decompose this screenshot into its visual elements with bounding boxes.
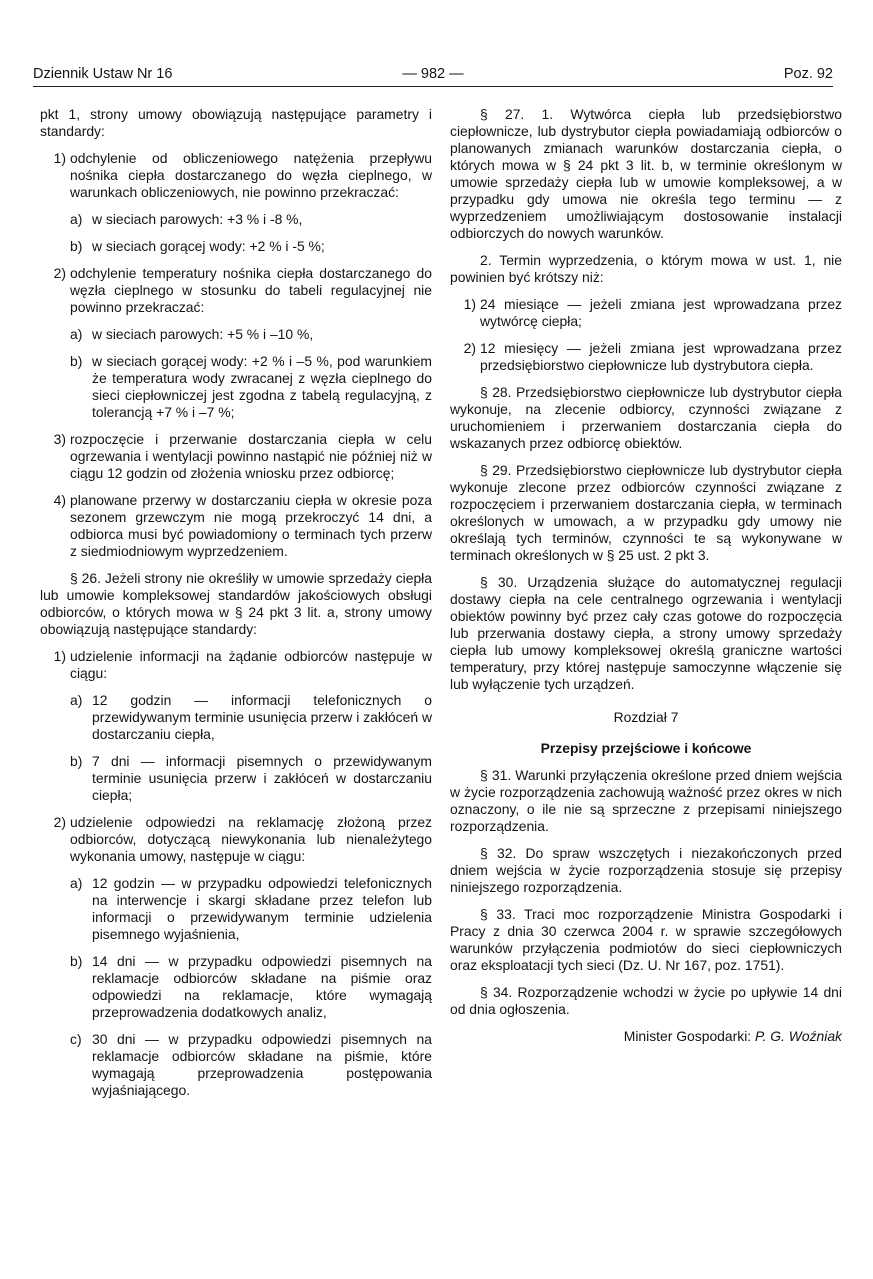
item-number: 4) [53, 492, 66, 508]
subitem-letter: b) [70, 238, 83, 254]
signature-role: Minister Gospodarki: [623, 1028, 752, 1044]
subitem-letter: a) [70, 326, 83, 342]
item-number: 2) [53, 265, 66, 281]
list-item [40, 492, 432, 560]
section-27: § 27. 1. Wytwórca ciepła lub przedsiębiorstwo ciepłownicze, lub dystrybutor ciepła powiadamiają odbiorców o planowanych zmianach warunków dostarczania ciepła, o których mowa w § 24 pkt 3 lit. b, w terminie określonym w umowie sprzedaży ciepła lub w umowie kompleksowej, a w przypadku gdy umowa nie określa tego terminu — z wyprzedzeniem umożliwiającym dostosowanie instalacji odbiorczych do nowych warunków. [450, 106, 842, 241]
subitem-text: 12 godzin — w przypadku odpowiedzi telefonicznych na interwencje i skargi składane przez telefon lub informacji o przewidywanym terminie udzielenia pisemnego wyjaśnienia, [92, 875, 432, 942]
list-subitem [40, 1031, 432, 1099]
page-header [33, 66, 833, 87]
item-number: 1) [463, 296, 476, 312]
item-number: 2) [53, 814, 66, 830]
subitem-text: w sieciach gorącej wody: +2 % i –5 %, pod warunkiem że temperatura wody zwracanej z węzła cieplnego do sieci ciepłowniczej jest zgodna z tabelą regulacyjną, z tolerancją +7 % i –7 %; [92, 353, 432, 420]
list-item [40, 814, 432, 865]
section-30: § 30. Urządzenia służące do automatycznej regulacji dostawy ciepła na cele centralnego ogrzewania i wentylacji obiektów powinny być przez cały czas gotowe do rozpoczęcia lub przerwania dostawy ciepła, a strony umowy sprzedaży ciepła lub umowy kompleksowej określą graniczne wartości temperatury, przy której następuje samoczynne włączenie się lub wyłączenie tych urządzeń. [450, 574, 842, 692]
left-column [40, 106, 432, 1109]
item-text: 24 miesiące — jeżeli zmiana jest wprowadzana przez wytwórcę ciepła; [480, 296, 842, 329]
subitem-letter: b) [70, 953, 83, 969]
subitem-letter: b) [70, 753, 83, 769]
list-subitem [40, 953, 432, 1021]
subitem-letter: b) [70, 353, 83, 369]
list-item [40, 431, 432, 482]
subitem-letter: a) [70, 875, 83, 891]
item-text: udzielenie odpowiedzi na reklamację złożoną przez odbiorców, dotyczącą niewykonania lub nienależytego wykonania umowy, następuje w ciągu: [70, 814, 432, 864]
signature [450, 1028, 842, 1045]
list-subitem [40, 326, 432, 343]
section-34: § 34. Rozporządzenie wchodzi w życie po upływie 14 dni od dnia ogłoszenia. [450, 984, 842, 1017]
section-32: § 32. Do spraw wszczętych i niezakończonych przed dniem wejścia w życie rozporządzenia stosuje się przepisy niniejszego rozporządzenia. [450, 845, 842, 895]
subitem-text: w sieciach parowych: +3 % i -8 %, [92, 211, 303, 227]
list-item [40, 648, 432, 682]
list-subitem [40, 692, 432, 743]
item-text: 12 miesięcy — jeżeli zmiana jest wprowadzana przez przedsiębiorstwo ciepłownicze lub dystrybutora ciepła. [480, 340, 842, 373]
item-text: odchylenie temperatury nośnika ciepła dostarczanego do węzła cieplnego w stosunku do tabeli regulacyjnej nie powinno przekraczać: [70, 265, 432, 315]
list-subitem [40, 238, 432, 255]
subitem-text: w sieciach gorącej wody: +2 % i -5 %; [92, 238, 325, 254]
list-subitem [40, 753, 432, 804]
section-33: § 33. Traci moc rozporządzenie Ministra Gospodarki i Pracy z dnia 30 czerwca 2004 r. w sprawie szczegółowych warunków przyłączenia podmiotów do sieci ciepłowniczych oraz eksploatacji tych sieci (Dz. U. Nr 167, poz. 1751). [450, 906, 842, 973]
list-item [40, 265, 432, 316]
page-number: — 982 — [402, 66, 464, 82]
subitem-text: 30 dni — w przypadku odpowiedzi pisemnych na reklamacje odbiorców składane na piśmie, które wymagają przeprowadzenia postępowania wyjaśniającego. [92, 1031, 432, 1098]
section-31: § 31. Warunki przyłączenia określone przed dniem wejścia w życie rozporządzenia zachowują ważność przez okres w nich oznaczony, o ile nie są sprzeczne z przepisami niniejszego rozporządzenia. [450, 767, 842, 834]
position-number: Poz. 92 [783, 66, 833, 82]
section-28: § 28. Przedsiębiorstwo ciepłownicze lub dystrybutor ciepła wykonuje, na zlecenie odbiorcy, czynności związane z uruchomieniem i przerwaniem dostarczania ciepła do wskazanych przez odbiorcę obiektów. [450, 384, 842, 451]
subitem-letter: c) [70, 1031, 82, 1047]
list-item [450, 340, 842, 374]
item-number: 1) [53, 648, 66, 664]
subitem-text: 7 dni — informacji pisemnych o przewidywanym terminie usunięcia przerw i zakłóceń w dostarczaniu ciepła; [92, 753, 432, 803]
item-number: 1) [53, 150, 66, 166]
section-27-paragraph-2: 2. Termin wyprzedzenia, o którym mowa w ust. 1, nie powinien być krótszy niż: [450, 252, 842, 285]
item-text: planowane przerwy w dostarczaniu ciepła w okresie poza sezonem grzewczym nie mogą przekroczyć 14 dni, a odbiorca musi być powiadomiony o terminach tych przerw z siedmiodniowym wyprzedzeniem. [70, 492, 432, 559]
intro-paragraph: pkt 1, strony umowy obowiązują następujące parametry i standardy: [40, 106, 432, 139]
item-number: 2) [463, 340, 476, 356]
subitem-letter: a) [70, 692, 83, 708]
list-item [40, 150, 432, 201]
list-subitem [40, 353, 432, 421]
list-subitem [40, 875, 432, 943]
subitem-text: 12 godzin — informacji telefonicznych o przewidywanym terminie usunięcia przerw i zakłóceń w dostarczaniu ciepła, [92, 692, 432, 742]
chapter-heading: Rozdział 7 [613, 709, 679, 725]
section-26: § 26. Jeżeli strony nie określiły w umowie sprzedaży ciepła lub umowie kompleksowej standardów jakościowych obsługi odbiorców, o których mowa w § 24 pkt 3 lit. a, strony umowy obowiązują następujące standardy: [40, 570, 432, 637]
list-subitem [40, 211, 432, 228]
subitem-letter: a) [70, 211, 83, 227]
item-text: rozpoczęcie i przerwanie dostarczania ciepła w celu ogrzewania i wentylacji powinno nastąpić nie później niż w ciągu 12 godzin od złożenia wniosku przez odbiorcę; [70, 431, 432, 481]
subitem-text: 14 dni — w przypadku odpowiedzi pisemnych na reklamacje odbiorców składane na piśmie oraz odpowiedzi na reklamacje, które wymagają przeprowadzenia dodatkowych analiz, [92, 953, 432, 1020]
subitem-text: w sieciach parowych: +5 % i –10 %, [92, 326, 314, 342]
journal-title: Dziennik Ustaw Nr 16 [33, 66, 173, 82]
item-number: 3) [53, 431, 66, 447]
item-text: odchylenie od obliczeniowego natężenia przepływu nośnika ciepła dostarczanego do węzła cieplnego, w warunkach obliczeniowych, nie powinno przekraczać: [70, 150, 432, 200]
chapter-title: Przepisy przejściowe i końcowe [540, 740, 752, 756]
section-29: § 29. Przedsiębiorstwo ciepłownicze lub dystrybutor ciepła wykonuje zlecone przez odbiorców czynności związane z rozpoczęciem i przerwaniem dostarczania ciepła, w terminach określonych w umowach, a w przypadku gdy umowy nie określają tych terminów, czynności te są wykonywane w terminach określonych w § 25 ust. 2 pkt 3. [450, 462, 842, 563]
right-column [450, 106, 842, 1055]
signature-name: P. G. Woźniak [755, 1028, 842, 1044]
item-text: udzielenie informacji na żądanie odbiorców następuje w ciągu: [70, 648, 432, 681]
list-item [450, 296, 842, 330]
